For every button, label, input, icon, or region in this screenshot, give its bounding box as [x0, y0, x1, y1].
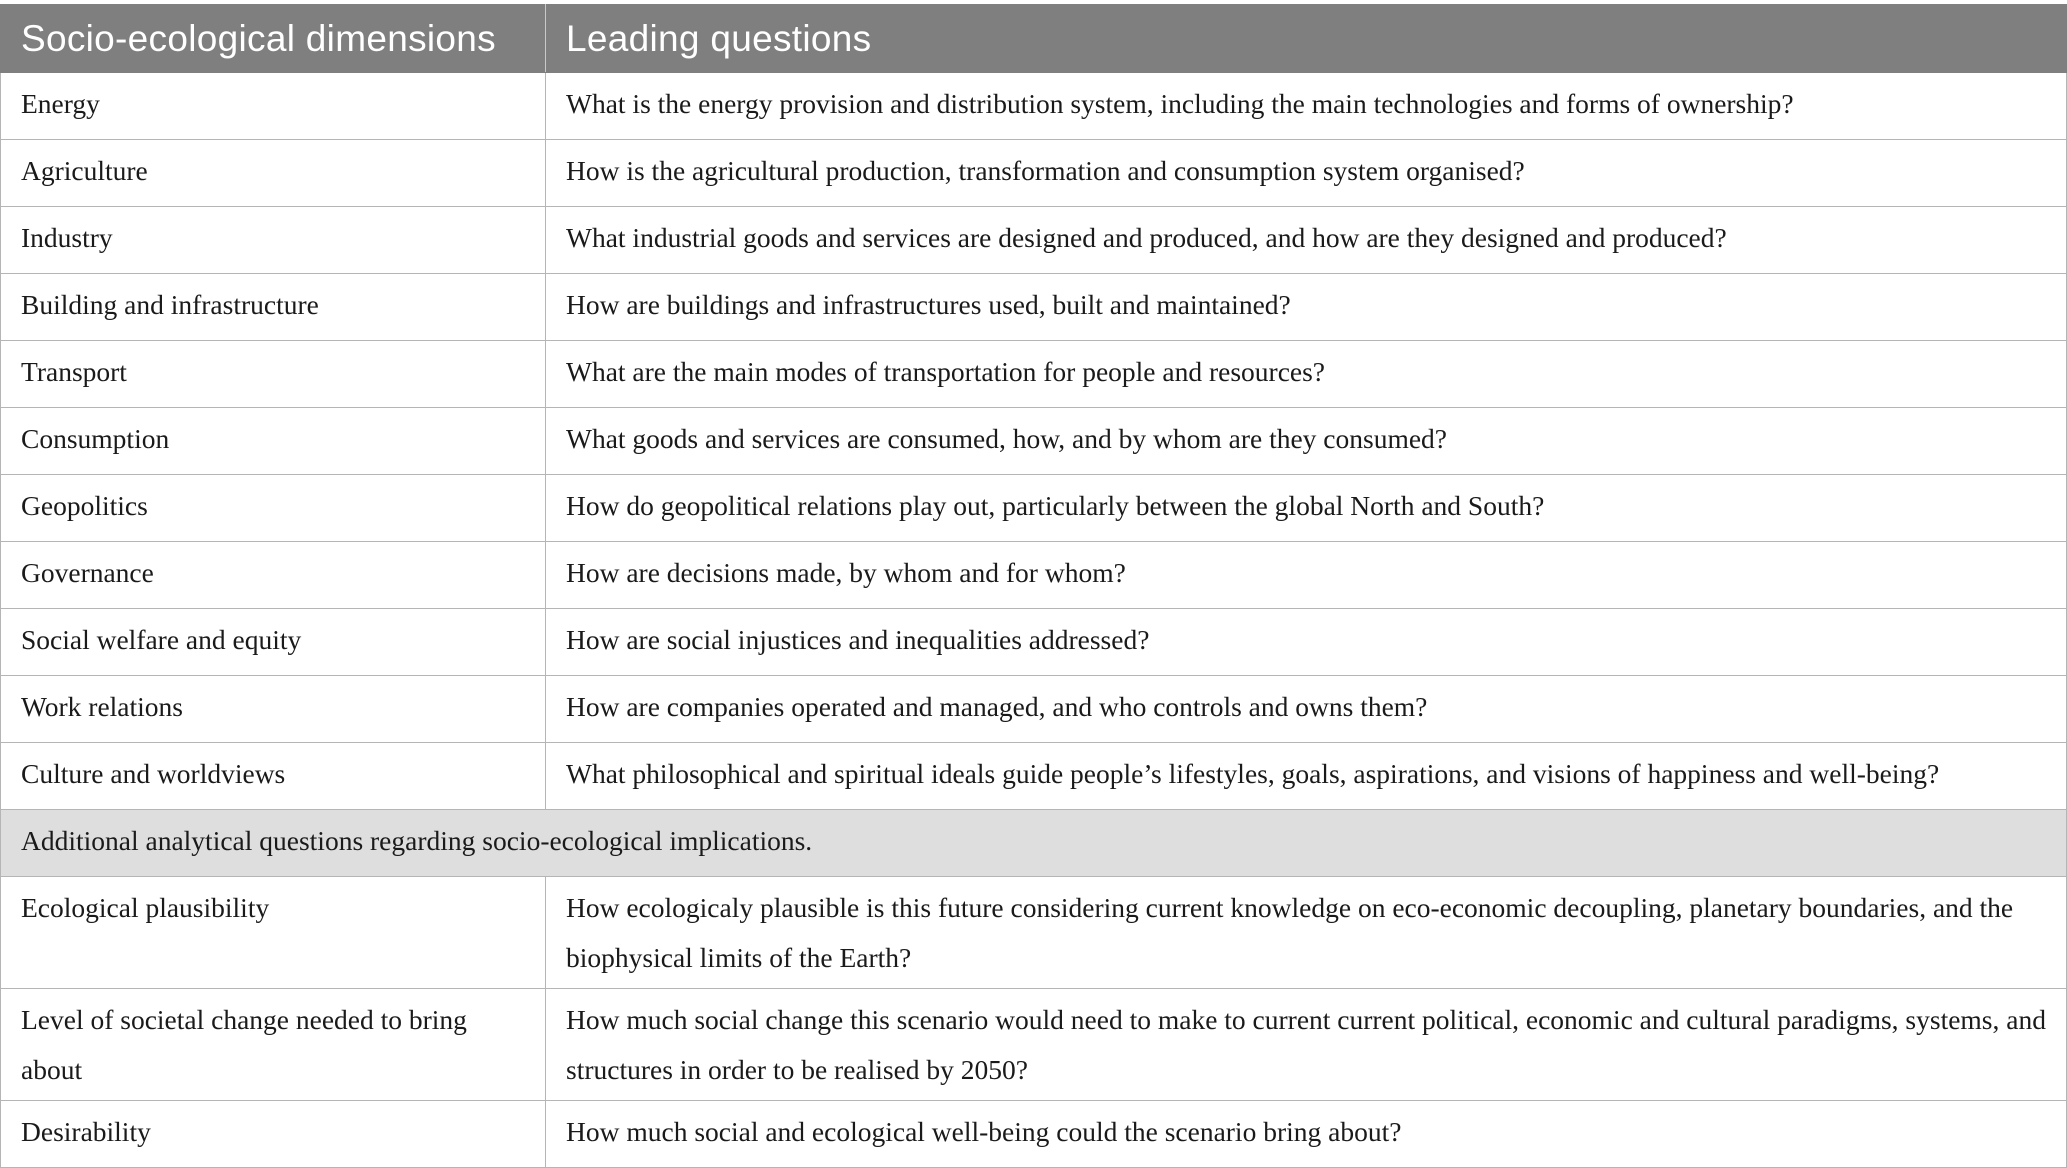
- header-questions: Leading questions: [546, 5, 2067, 73]
- question-cell: What philosophical and spiritual ideals guide people’s lifestyles, goals, aspirations, and visions of happiness and well-being?: [546, 743, 2067, 810]
- dimension-cell: Level of societal change needed to bring about: [1, 989, 546, 1101]
- table-row: [1, 274, 2067, 341]
- section-label: Additional analytical questions regarding socio-ecological implications.: [1, 810, 2067, 877]
- question-cell: How much social and ecological well-being could the scenario bring about?: [546, 1101, 2067, 1168]
- scenario-questions-table-container: [0, 4, 2066, 1168]
- header-row: [1, 5, 2067, 73]
- dimension-cell: Culture and worldviews: [1, 743, 546, 810]
- question-cell: How are decisions made, by whom and for whom?: [546, 542, 2067, 609]
- question-cell: What are the main modes of transportation for people and resources?: [546, 341, 2067, 408]
- question-cell: How are social injustices and inequalities addressed?: [546, 609, 2067, 676]
- dimension-cell: Energy: [1, 73, 546, 140]
- question-cell: What goods and services are consumed, how, and by whom are they consumed?: [546, 408, 2067, 475]
- table-row: [1, 73, 2067, 140]
- question-cell: How are buildings and infrastructures used, built and maintained?: [546, 274, 2067, 341]
- dimension-cell: Consumption: [1, 408, 546, 475]
- question-cell: How do geopolitical relations play out, particularly between the global North and South?: [546, 475, 2067, 542]
- question-cell: How ecologicaly plausible is this future considering current knowledge on eco-economic decoupling, planetary boundaries, and the biophysical limits of the Earth?: [546, 877, 2067, 989]
- question-cell: How are companies operated and managed, and who controls and owns them?: [546, 676, 2067, 743]
- table-body: [1, 73, 2067, 1168]
- dimension-cell: Geopolitics: [1, 475, 546, 542]
- question-cell: How is the agricultural production, transformation and consumption system organised?: [546, 140, 2067, 207]
- table-row: [1, 609, 2067, 676]
- header-dimensions: Socio-ecological dimensions: [1, 5, 546, 73]
- dimension-cell: Building and infrastructure: [1, 274, 546, 341]
- question-cell: What industrial goods and services are designed and produced, and how are they designed and produced?: [546, 207, 2067, 274]
- question-cell: What is the energy provision and distribution system, including the main technologies and forms of ownership?: [546, 73, 2067, 140]
- question-cell: How much social change this scenario would need to make to current current political, economic and cultural paradigms, systems, and structures in order to be realised by 2050?: [546, 989, 2067, 1101]
- dimension-cell: Work relations: [1, 676, 546, 743]
- scenario-questions-table: [0, 4, 2067, 1168]
- table-row: [1, 475, 2067, 542]
- table-row: [1, 676, 2067, 743]
- table-row: [1, 140, 2067, 207]
- dimension-cell: Transport: [1, 341, 546, 408]
- section-row: [1, 810, 2067, 877]
- table-header: [1, 5, 2067, 73]
- table-row: [1, 542, 2067, 609]
- table-row: [1, 1101, 2067, 1168]
- dimension-cell: Social welfare and equity: [1, 609, 546, 676]
- table-row: [1, 341, 2067, 408]
- dimension-cell: Desirability: [1, 1101, 546, 1168]
- dimension-cell: Industry: [1, 207, 546, 274]
- dimension-cell: Ecological plausibility: [1, 877, 546, 989]
- table-row: [1, 408, 2067, 475]
- dimension-cell: Governance: [1, 542, 546, 609]
- dimension-cell: Agriculture: [1, 140, 546, 207]
- table-row: [1, 207, 2067, 274]
- table-row: [1, 877, 2067, 989]
- table-row: [1, 743, 2067, 810]
- table-row: [1, 989, 2067, 1101]
